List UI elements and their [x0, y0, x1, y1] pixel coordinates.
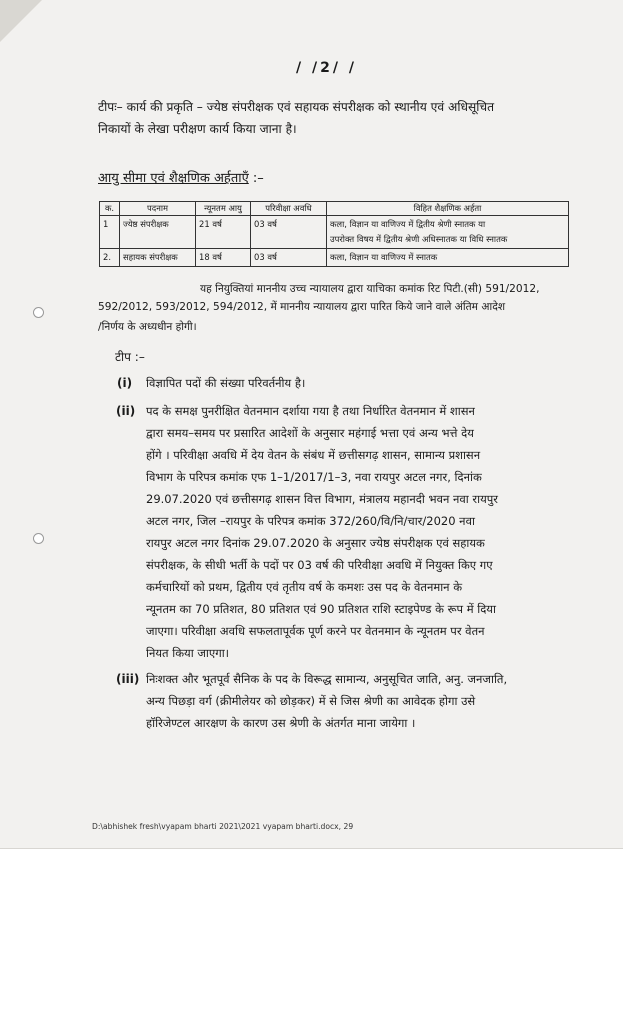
note-line: अटल नगर, जिल –रायपुर के परिपत्र कमांक 372/260/वि/नि/चार/2020 नवा: [146, 514, 475, 528]
table-header-row: [100, 202, 569, 216]
punch-hole: [33, 307, 44, 318]
section-title: आयु सीमा एवं शैक्षणिक अर्हताएँ: [98, 171, 249, 186]
header-post: पदनाम: [120, 202, 196, 216]
file-path-footer: D:\abhishek fresh\vyapam bharti 2021\2021 vyapam bharti.docx, 29: [92, 822, 354, 831]
note-top-line-1: टीपः– कार्य की प्रकृति – ज्येष्ठ संपरीक्षक एवं सहायक संपरीक्षक को स्थानीय एवं अधिसूचित: [98, 100, 495, 114]
court-para-line-1: यह नियुक्तियां माननीय उच्च न्यायालय द्वारा याचिका कमांक रिट पिटी.(सी) 591/2012,: [200, 283, 540, 295]
note-line: निःशक्त और भूतपूर्व सैनिक के पद के विरूद्ध सामान्य, अनुसूचित जाति, अनु. जनजाति,: [146, 672, 508, 686]
court-para-line-2: 592/2012, 593/2012, 594/2012, में माननीय न्यायालय द्वारा पारित किये जाने वाले अंतिम आदेश: [98, 301, 506, 313]
header-min-age: न्यूनतम आयु: [196, 202, 251, 216]
note-line: हॉरिजेण्टल आरक्षण के कारण उस श्रेणी के अंतर्गत माना जायेगा ।: [146, 716, 416, 730]
page-fold-corner: [0, 0, 42, 42]
note-line: पद के समक्ष पुनरीक्षित वेतनमान दर्शाया गया है तथा निर्धारित वेतनमान में शासन: [146, 404, 475, 418]
note-line: होंगे । परिवीक्षा अवधि में देय वेतन के संबंध में छत्तीसगढ़ शासन, सामान्य प्रशासन: [146, 448, 481, 462]
court-para-line-3: /निर्णय के अध्यधीन होगी।: [98, 321, 197, 333]
table-row: [100, 249, 569, 267]
note-line: रायपुर अटल नगर दिनांक 29.07.2020 के अनुसार ज्येष्ठ संपरीक्षक एवं सहायक: [146, 536, 485, 550]
cell-age: 21 वर्ष: [196, 216, 251, 249]
header-probation: परिवीक्षा अवधि: [251, 202, 327, 216]
cell-qualification: [327, 249, 569, 267]
note-line: नियत किया जाएगा।: [146, 646, 230, 660]
qualification-line: कला, विज्ञान या वाणिज्य में द्वितीय श्रेणी स्नातक या: [330, 219, 486, 229]
note-line: संपरीक्षक, के सीधी भर्ती के पदों पर 03 वर्ष की परिवीक्षा अवधि में नियुक्त किए गए: [146, 558, 493, 572]
cell-serial: 2.: [100, 249, 120, 267]
section-suffix: :–: [248, 171, 264, 186]
note-top-line-2: निकायों के लेखा परीक्षण कार्य किया जाना है।: [98, 122, 297, 136]
note-line: विभाग के परिपत्र कमांक एफ 1–1/2017/1–3, नवा रायपुर अटल नगर, दिनांक: [146, 470, 482, 484]
note-line: विज्ञापित पदों की संख्या परिवर्तनीय है।: [146, 376, 306, 390]
qualification-line: उपरोक्त विषय में द्वितीय श्रेणी अधिस्नातक या विधि स्नातक: [330, 234, 508, 244]
note-line: जाएगा। परिवीक्षा अवधि सफलतापूर्वक पूर्ण करने पर वेतनमान के न्यूनतम पर वेतन: [146, 624, 485, 638]
qualification-table: [99, 201, 569, 267]
table-row: [100, 216, 569, 249]
cell-serial: 1: [100, 216, 120, 249]
note-line: अन्य पिछड़ा वर्ग (क्रीमीलेयर को छोड़कर) में से जिस श्रेणी का आवेदक होगा उसे: [146, 694, 476, 708]
note-line: कर्मचारियों को प्रथम, द्वितीय एवं तृतीय वर्ष के कमशः उस पद के वेतनमान के: [146, 580, 463, 594]
page-number: / /2/ /: [296, 60, 357, 76]
header-serial: क.: [100, 202, 120, 216]
note-line: न्यूनतम का 70 प्रतिशत, 80 प्रतिशत एवं 90 प्रतिशत राशि स्टाइपेण्ड के रूप में दिया: [146, 602, 496, 616]
note-marker: (iii): [116, 672, 140, 686]
cell-post: ज्येष्ठ संपरीक्षक: [120, 216, 196, 249]
qualification-line: कला, विज्ञान या वाणिज्य में स्नातक: [330, 252, 438, 262]
tip-heading: टीप :–: [115, 350, 145, 364]
cell-period: 03 वर्ष: [251, 249, 327, 267]
punch-hole: [33, 533, 44, 544]
note-marker: (ii): [116, 404, 136, 418]
note-marker: (i): [117, 376, 133, 390]
header-qualification: विहित शैक्षणिक अर्हता: [327, 202, 569, 216]
cell-post: सहायक संपरीक्षक: [120, 249, 196, 267]
section-heading: [98, 168, 264, 186]
note-line: 29.07.2020 एवं छत्तीसगढ़ शासन वित्त विभाग, मंत्रालय महानदी भवन नवा रायपुर: [146, 492, 499, 506]
note-line: द्वारा समय–समय पर प्रसारित आदेशों के अनुसार महंगाई भत्ता एवं अन्य भत्ते देय: [146, 426, 474, 440]
cell-period: 03 वर्ष: [251, 216, 327, 249]
cell-qualification: [327, 216, 569, 249]
cell-age: 18 वर्ष: [196, 249, 251, 267]
